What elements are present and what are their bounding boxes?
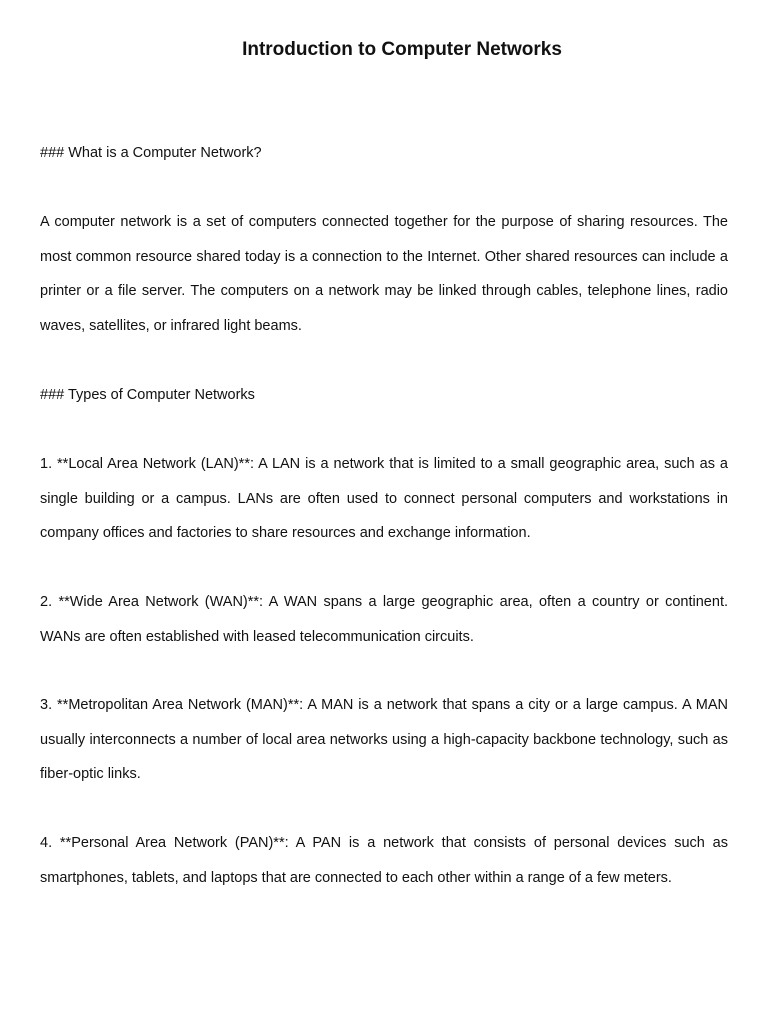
list-item-wan: 2. **Wide Area Network (WAN)**: A WAN spans a large geographic area, often a country or continent. WANs are often established with leased telecommunication circuits. xyxy=(40,594,728,645)
section-heading-network-types: ### Types of Computer Networks xyxy=(40,387,255,403)
list-item-pan: 4. **Personal Area Network (PAN)**: A PAN is a network that consists of personal devices such as smartphones, tablets, and laptops that are connected to each other within a range of a few meters. xyxy=(40,835,728,886)
page-title: Introduction to Computer Networks xyxy=(242,39,562,60)
list-item-lan: 1. **Local Area Network (LAN)**: A LAN is a network that is limited to a small geographic area, such as a single building or a campus. LANs are often used to connect personal computers and workstations in company offices and factories to share resources and exchange information. xyxy=(40,456,728,541)
section-heading-what-is-network: ### What is a Computer Network? xyxy=(40,145,262,161)
list-item-man: 3. **Metropolitan Area Network (MAN)**: A MAN is a network that spans a city or a large campus. A MAN usually interconnects a number of local area networks using a high-capacity backbone technology, such as fiber-optic links. xyxy=(40,697,728,782)
intro-paragraph: A computer network is a set of computers connected together for the purpose of sharing resources. The most common resource shared today is a connection to the Internet. Other shared resources can include a printer or a file server. The computers on a network may be linked through cables, telephone lines, radio waves, satellites, or infrared light beams. xyxy=(40,214,728,334)
